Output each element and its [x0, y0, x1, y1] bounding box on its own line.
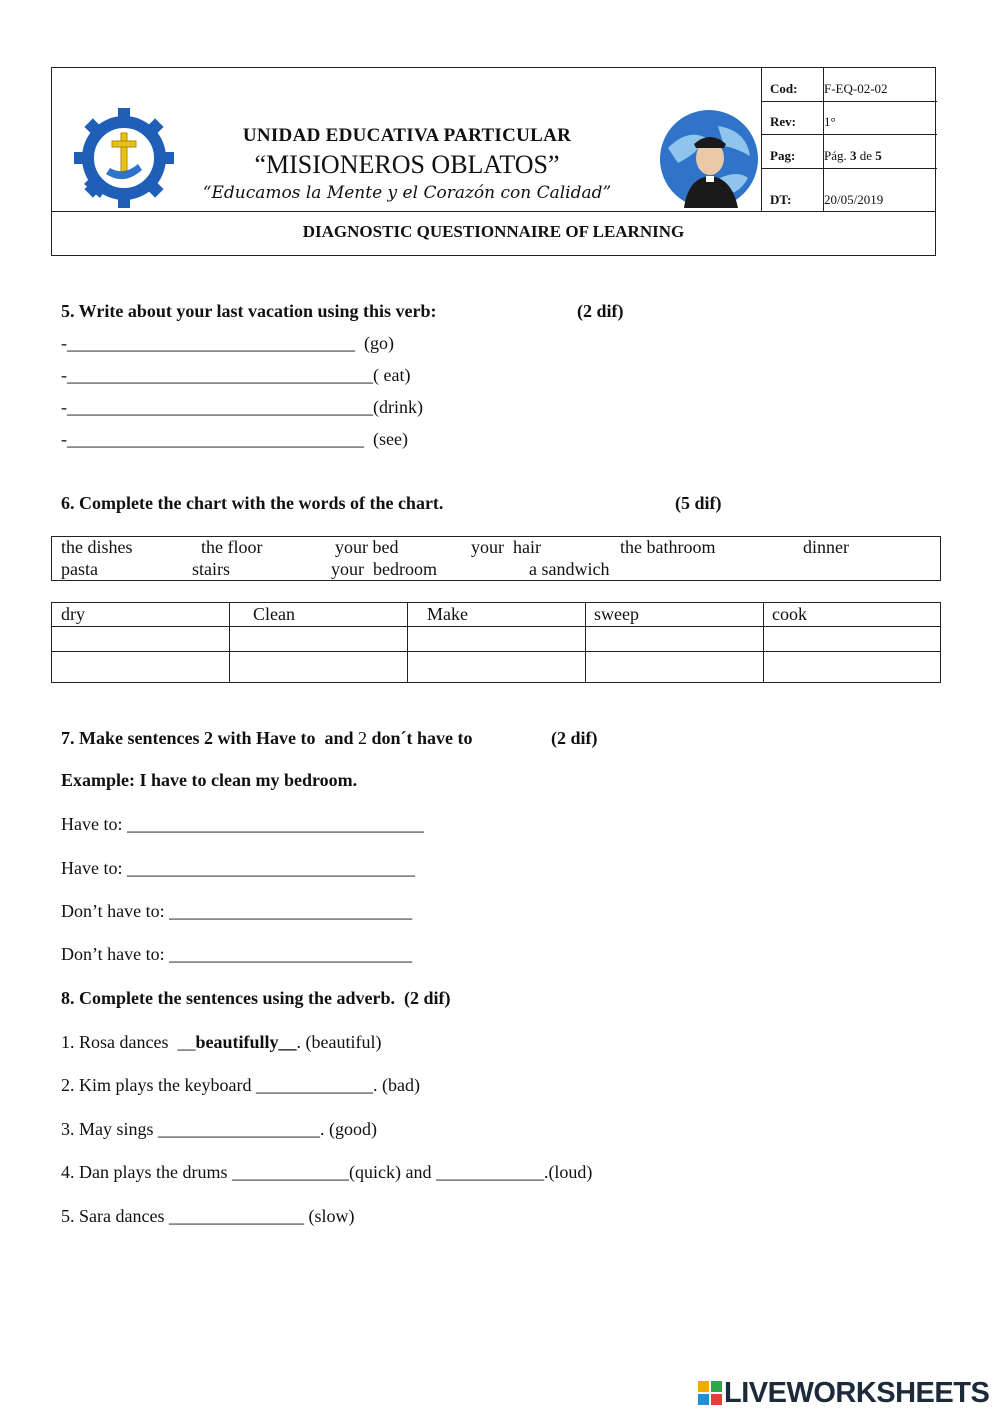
q7-title-num: 2 — [353, 728, 372, 748]
chart-header-clean: Clean — [253, 604, 295, 624]
chart-col-divider — [407, 603, 408, 682]
q5-title: 5. Write about your last vacation using this verb: — [61, 301, 437, 321]
document-title: DIAGNOSTIC QUESTIONNAIRE OF LEARNING — [302, 222, 685, 241]
q7-dont-have-to-line-2[interactable]: Don’t have to: ___________________________ — [61, 944, 413, 964]
chart-header-sweep: sweep — [594, 604, 639, 624]
school-name-line1: UNIDAD EDUCATIVA PARTICULAR — [242, 125, 572, 146]
q7-points: (2 dif) — [551, 728, 598, 748]
q6-points: (5 dif) — [675, 493, 722, 513]
chart-header-cook: cook — [772, 604, 807, 624]
pag-de: de — [859, 148, 873, 163]
q5-line-see[interactable]: -_________________________________ (see) — [61, 429, 408, 449]
word-bank-item: the dishes — [61, 537, 133, 557]
q7-example: Example: I have to clean my bedroom. — [61, 770, 358, 790]
liveworksheets-brand[interactable]: LIVEWORKSHEETS — [724, 1377, 990, 1409]
school-motto: “Educamos la Mente y el Corazón con Calidad” — [202, 183, 612, 203]
chart-row-divider — [52, 651, 940, 652]
chart-col-divider — [229, 603, 230, 682]
q7-have-to-line-1[interactable]: Have to: _________________________________ — [61, 814, 424, 834]
word-bank-item: pasta — [61, 559, 98, 579]
rev-label: Rev: — [770, 114, 796, 129]
q8-s1-start: 1. Rosa dances __ — [61, 1032, 196, 1052]
document-header — [51, 67, 936, 256]
q8-s1-end: . (beautiful) — [296, 1032, 382, 1052]
word-bank-item: the floor — [201, 537, 263, 557]
q5-line-go[interactable]: -________________________________ (go) — [61, 333, 394, 353]
school-gear-logo — [72, 106, 176, 210]
q7-dont-have-to-line-1[interactable]: Don’t have to: ___________________________ — [61, 901, 413, 921]
cod-value: F-EQ-02-02 — [824, 81, 888, 96]
q5-line-eat[interactable]: -__________________________________( eat) — [61, 365, 411, 385]
word-bank-item: stairs — [192, 559, 230, 579]
word-bank-item: your bed — [335, 537, 399, 557]
q8-sentence-1 — [61, 1032, 381, 1053]
rev-value: 1° — [824, 114, 836, 129]
pag-prefix: Pág. — [824, 148, 847, 163]
word-bank-item: your hair — [471, 537, 541, 557]
pag-value — [824, 148, 882, 164]
cod-label: Cod: — [770, 81, 798, 96]
sorting-chart — [51, 602, 941, 683]
founder-globe-portrait — [658, 108, 760, 210]
pag-label: Pag: — [770, 148, 796, 163]
pag-total: 5 — [875, 148, 882, 163]
liveworksheets-logo-icon — [698, 1381, 722, 1405]
chart-row-divider — [52, 626, 940, 627]
q8-sentence-3[interactable]: 3. May sings __________________. (good) — [61, 1119, 377, 1139]
q7-title-a: 7. Make sentences 2 with Have to and — [61, 728, 354, 748]
header-divider — [52, 211, 935, 212]
word-bank-item: the bathroom — [620, 537, 716, 557]
q5-line-drink[interactable]: -__________________________________(drink) — [61, 397, 423, 417]
q7-have-to-line-2[interactable]: Have to: ________________________________ — [61, 858, 415, 878]
q8-title: 8. Complete the sentences using the adverb. (2 dif) — [61, 988, 451, 1008]
q7-title — [61, 728, 473, 749]
chart-header-dry: dry — [61, 604, 85, 624]
word-bank-item: dinner — [803, 537, 849, 557]
pag-current: 3 — [850, 148, 857, 163]
word-bank-box — [51, 536, 941, 581]
q8-sentence-2[interactable]: 2. Kim plays the keyboard _____________. (bad) — [61, 1075, 420, 1095]
q8-sentence-4[interactable]: 4. Dan plays the drums _____________(quick) and ____________.(loud) — [61, 1162, 593, 1182]
q6-title: 6. Complete the chart with the words of the chart. — [61, 493, 444, 513]
chart-col-divider — [585, 603, 586, 682]
q8-s1-answer: beautifully__ — [195, 1032, 297, 1052]
chart-header-make: Make — [427, 604, 468, 624]
q5-points: (2 dif) — [577, 301, 624, 321]
word-bank-item: your bedroom — [331, 559, 437, 579]
school-name-line2: “MISIONEROS OBLATOS” — [254, 150, 560, 179]
q7-title-b: don´t have to — [371, 728, 473, 748]
dt-label: DT: — [770, 192, 792, 207]
chart-col-divider — [763, 603, 764, 682]
q8-sentence-5[interactable]: 5. Sara dances _______________ (slow) — [61, 1206, 355, 1226]
word-bank-item: a sandwich — [529, 559, 610, 579]
dt-value: 20/05/2019 — [824, 192, 884, 207]
